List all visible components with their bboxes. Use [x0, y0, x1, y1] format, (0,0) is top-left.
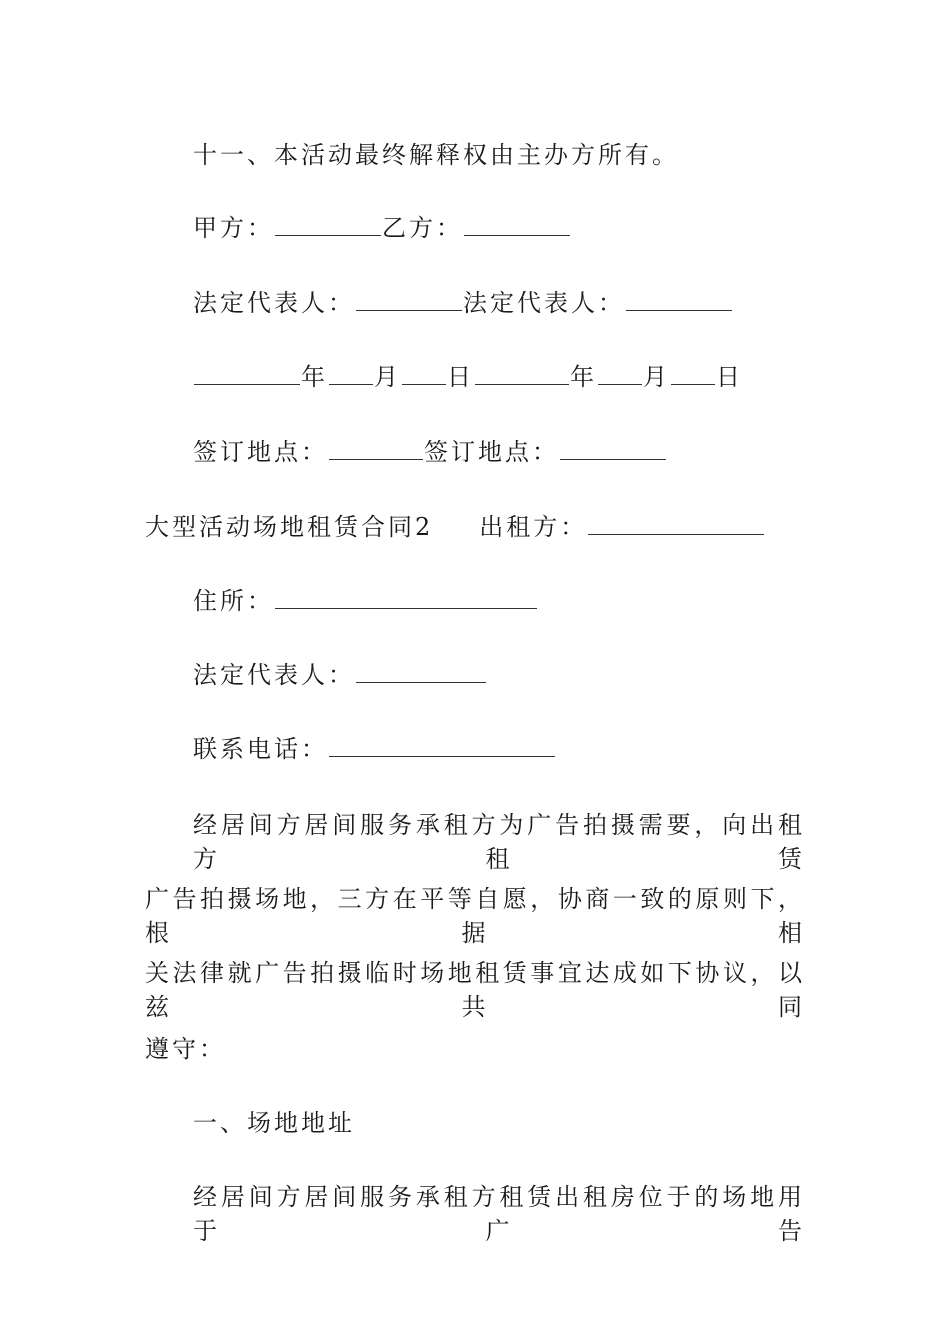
section1-title: 一、场地地址 [193, 1109, 355, 1137]
party-b-label: 乙方： [382, 214, 463, 242]
contract-title: 大型活动场地租赁合同2 [145, 513, 434, 541]
month-b-blank[interactable] [598, 362, 642, 385]
date-row [193, 360, 743, 394]
legal-rep-label-a: 法定代表人： [193, 289, 355, 317]
legal-rep-label-b: 法定代表人： [463, 289, 625, 317]
day-a-blank[interactable] [402, 362, 446, 385]
party-a-blank[interactable] [275, 213, 381, 236]
year-b-label: 年 [570, 363, 597, 391]
contract-title-row [145, 510, 765, 544]
day-b-label: 日 [716, 363, 743, 391]
phone-label: 联系电话： [193, 735, 328, 763]
legal-rep-a-blank[interactable] [356, 288, 462, 311]
sign-place-row [193, 435, 667, 469]
day-b-blank[interactable] [671, 362, 715, 385]
legal-rep-b-blank[interactable] [626, 288, 732, 311]
para1-line2: 广告拍摄场地，三方在平等自愿，协商一致的原则下，根据相 [145, 885, 805, 947]
legal-rep-row [193, 286, 733, 320]
sign-place-b-blank[interactable] [560, 437, 666, 460]
party-signature-row [193, 211, 571, 245]
para1-line3: 关法律就广告拍摄临时场地租赁事宜达成如下协议，以兹共同 [145, 959, 805, 1021]
legal-rep-c-blank[interactable] [356, 660, 486, 683]
month-a-label: 月 [374, 363, 401, 391]
party-a-label: 甲方： [193, 214, 274, 242]
legal-rep-label-c: 法定代表人： [193, 661, 355, 689]
month-a-blank[interactable] [329, 362, 373, 385]
sign-place-label-a: 签订地点： [193, 438, 328, 466]
lessor-blank[interactable] [588, 512, 764, 535]
para2-line1: 经居间方居间服务承租方租赁出租房位于的场地用于广告 [193, 1183, 805, 1245]
para1-line1: 经居间方居间服务承租方为广告拍摄需要，向出租方租赁 [193, 811, 805, 873]
year-b-blank[interactable] [475, 362, 569, 385]
day-a-label: 日 [447, 363, 474, 391]
legal-rep-row-2 [193, 658, 487, 692]
lessor-label: 出租方： [479, 513, 588, 541]
phone-blank[interactable] [329, 734, 555, 757]
address-row [193, 584, 538, 618]
year-a-blank[interactable] [194, 362, 300, 385]
address-label: 住所： [193, 587, 274, 615]
month-b-label: 月 [643, 363, 670, 391]
sign-place-label-b: 签订地点： [424, 438, 559, 466]
para1-line4: 遵守： [145, 1035, 226, 1063]
address-blank[interactable] [275, 586, 537, 609]
sign-place-a-blank[interactable] [329, 437, 423, 460]
phone-row [193, 732, 556, 766]
year-a-label: 年 [301, 363, 328, 391]
party-b-blank[interactable] [464, 213, 570, 236]
clause-11: 十一、本活动最终解释权由主办方所有。 [193, 141, 679, 169]
